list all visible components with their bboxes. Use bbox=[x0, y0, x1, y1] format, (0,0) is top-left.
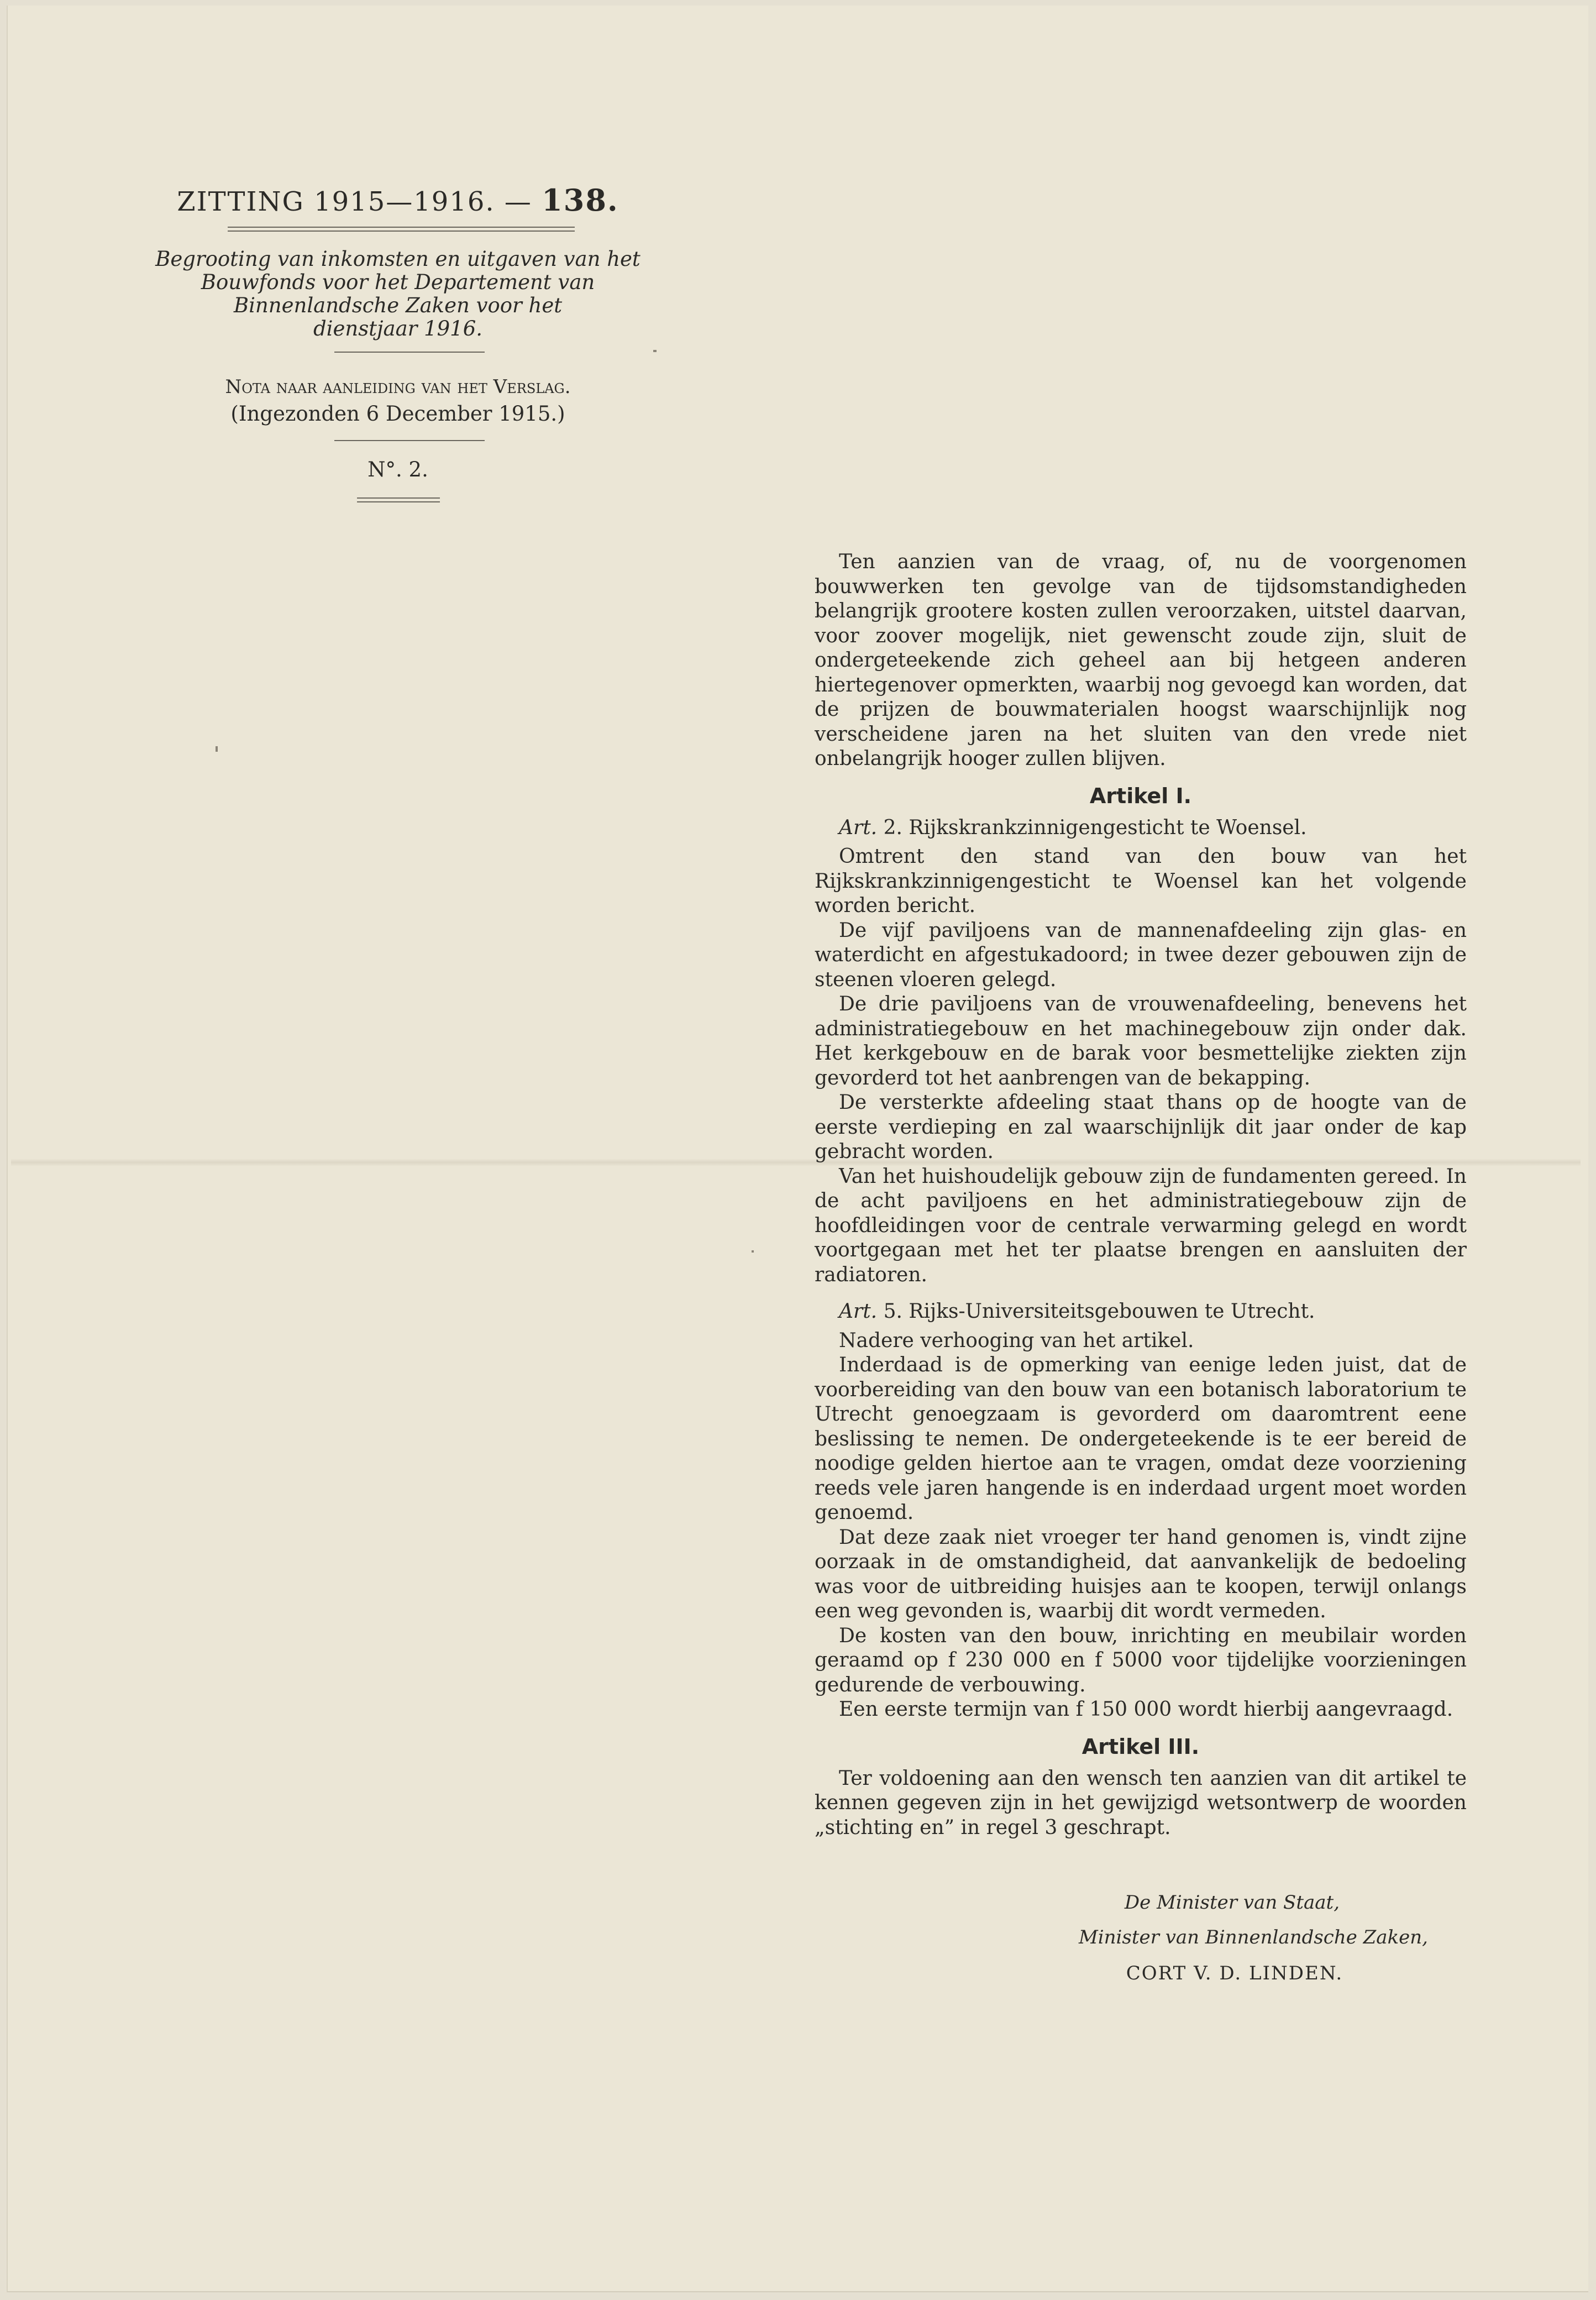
session-title-text: ZITTING 1915—1916. — bbox=[177, 186, 532, 217]
artikel-1-heading: Artikel I. bbox=[1089, 783, 1192, 808]
artikel-3-heading: Artikel III. bbox=[1082, 1734, 1200, 1759]
art-5-paragraph: Een eerste termijn van f 150 000 wordt hierbij aangevraagd. bbox=[839, 1698, 1453, 1721]
document-number: 138. bbox=[542, 182, 619, 218]
signature-title-1: De Minister van Staat, bbox=[1124, 1892, 1340, 1914]
body-column bbox=[815, 550, 1467, 1840]
submission-date: (Ingezonden 6 December 1915.) bbox=[230, 402, 565, 426]
signature-name: CORT V. D. LINDEN. bbox=[1126, 1962, 1343, 1984]
subtitle-rule bbox=[334, 352, 485, 353]
art-2-heading: Art. 2. Rijkskrankzinnigengesticht te Woensel. bbox=[839, 816, 1307, 839]
artikel-3-paragraph: Ter voldoening aan den wensch ten aanzien van dit artikel te kennen gegeven zijn in het gewijzigd wetsontwerp de woorden „stichting en” in regel 3 geschrapt. bbox=[815, 1767, 1467, 1839]
art-2-paragraph: Omtrent den stand van den bouw van het Rijkskrankzinnigengesticht te Woensel kan het volgende worden bericht. bbox=[815, 845, 1467, 917]
document-sequence-number: N°. 2. bbox=[368, 458, 428, 481]
art-5-paragraph: De kosten van den bouw, inrichting en meubilair worden geraamd op f 230 000 en f 5000 voor tijdelijke voorzieningen gedurende de verbouwing. bbox=[815, 1624, 1467, 1696]
intro-paragraph: Ten aanzien van de vraag, of, nu de voorgenomen bouwwerken ten gevolge van de tijdsomstandigheden belangrijk grootere kosten zullen veroorzaken, uitstel daarvan, voor zoover mogelijk, niet gewenscht zoude zijn, sluit de ondergeteekende zich geheel aan bij hetgeen anderen hiertegenover opmerkten, waarbij nog gevoegd kan worden, dat de prijzen de bouwmaterialen hoogst waarschijnlijk nog verscheidene jaren na het sluiten van den vrede niet onbelangrijk hooger zullen blijven. bbox=[815, 551, 1467, 770]
nota-line: Nota naar aanleiding van het Verslag. bbox=[225, 376, 571, 398]
date-rule bbox=[334, 440, 485, 441]
art-5-paragraph: Inderdaad is de opmerking van eenige leden juist, dat de voorbereiding van den bouw van een botanisch laboratorium te Utrecht genoegzaam is gevorderd om daaromtrent eene beslissing te nemen. De ondergeteekende is te eer bereid de noodige gelden hiertoe aan te vragen, omdat deze voorziening reeds vele jaren hangende is en inderdaad urgent moet worden genoemd. bbox=[815, 1354, 1467, 1524]
paper-speck bbox=[752, 1250, 754, 1253]
art-5-paragraph: Dat deze zaak niet vroeger ter hand genomen is, vindt zijne oorzaak in de omstandigheid, dat aanvankelijk de bedoeling was voor de uitbreiding huisjes aan te koopen, terwijl onlangs een weg gevonden is, waarbij dit wordt vermeden. bbox=[815, 1526, 1467, 1622]
paper-speck bbox=[216, 746, 218, 752]
title-double-rule bbox=[228, 227, 575, 232]
number-double-rule bbox=[357, 497, 440, 502]
subtitle: Begrooting van inkomsten en uitgaven van het Bouwfonds voor het Departement van Binnenlandsche Zaken voor het dienstjaar 1916. bbox=[155, 247, 641, 340]
art-5-heading: Art. 5. Rijks-Universiteitsgebouwen te Utrecht. bbox=[839, 1300, 1315, 1323]
signature-title-2: Minister van Binnenlandsche Zaken, bbox=[1078, 1926, 1428, 1948]
art-2-paragraph: De versterkte afdeeling staat thans op de hoogte van de eerste verdieping en zal waarschijnlijk dit jaar onder de kap gebracht worden. bbox=[815, 1091, 1467, 1163]
art-5-paragraph: Nadere verhooging van het artikel. bbox=[839, 1329, 1194, 1352]
art-2-paragraph: De vijf paviljoens van de mannenafdeeling zijn glas- en waterdicht en afgestukadoord; in twee dezer gebouwen zijn de steenen vloeren gelegd. bbox=[815, 919, 1467, 991]
paper-speck bbox=[653, 350, 657, 352]
session-title bbox=[122, 182, 674, 218]
art-2-paragraph: De drie paviljoens van de vrouwenafdeeling, benevens het administratiegebouw en het machinegebouw zijn onder dak. Het kerkgebouw en de barak voor besmettelijke ziekten zijn gevorderd tot het aanbrengen van de bekapping. bbox=[815, 993, 1467, 1089]
art-2-paragraph: Van het huishoudelijk gebouw zijn de fundamenten gereed. In de acht paviljoens en het administratiegebouw zijn de hoofdleidingen voor de centrale verwarming gelegd en wordt voortgegaan met het ter plaatse brengen en aansluiten der radiatoren. bbox=[815, 1165, 1467, 1286]
